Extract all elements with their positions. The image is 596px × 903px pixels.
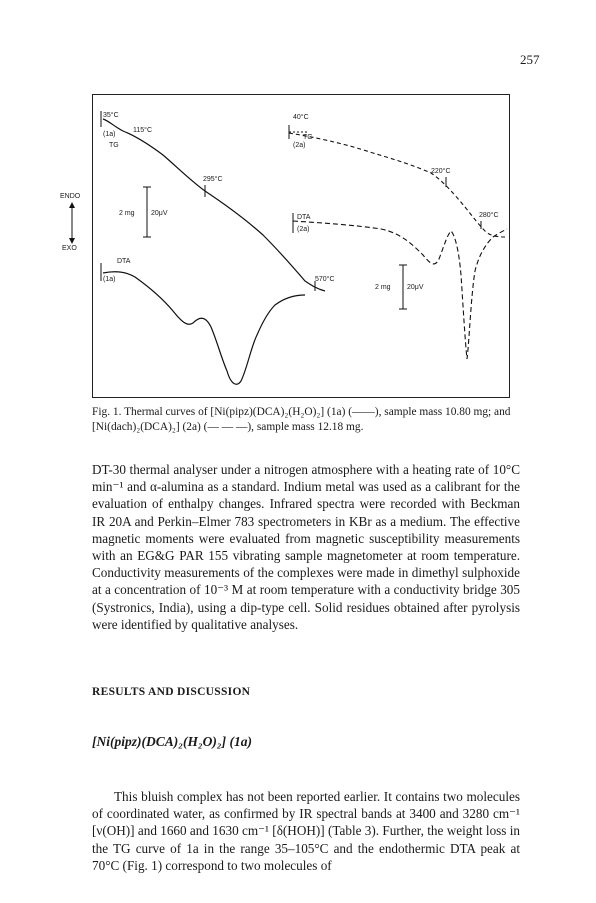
endo-exo-arrows: [64, 198, 84, 258]
figure-caption: [92, 405, 522, 435]
figure-caption-line-2: [Ni(dach)₂(DCA)₂] (2a) (— — —), sample mass 12.18 mg.: [92, 421, 364, 433]
page-number: 257: [520, 52, 540, 67]
label-dta1: DTA: [117, 258, 131, 265]
label-tg1: TG: [109, 142, 119, 149]
label-dta-scale-2: 20μV: [407, 284, 424, 291]
label-570c: 570°C: [315, 276, 335, 283]
exo-label: EXO: [62, 245, 77, 252]
label-40c: 40°C: [293, 114, 309, 121]
label-295c: 295°C: [203, 176, 223, 183]
label-1a-tg: (1a): [103, 131, 116, 138]
label-mass-scale-1: 2 mg: [119, 210, 135, 217]
label-1a-dta: (1a): [103, 276, 116, 283]
section-heading: RESULTS AND DISCUSSION: [92, 686, 251, 698]
body-paragraph-1: DT-30 thermal analyser under a nitrogen atmosphere with a heating rate of 10°C min⁻¹ and α-alumina as a standard. Indium metal was used as a calibrant for the evaluation of enthalpy changes. Infrared spectra were recorded with Beckman IR 20A and Perkin–Elmer 783 spectrometers in KBr as a medium. The effective magnetic moments were evaluated from magnetic susceptibility measurements with an EG&G PAR 155 vibrating sample magnetometer at room temperature. Conductivity measurements of the complexes were made in dimethyl sulphoxide at a concentration of 10⁻³ M at room temperature with a conductivity bridge 305 (Systronics, India), using a dip-type cell. Solid residues obtained after pyrolysis were identified by qualitative analyses.: [92, 462, 520, 632]
dta-curve-1a: [103, 272, 305, 384]
subsection-heading: [Ni(pipz)(DCA)₂(H₂O)₂] (1a): [92, 734, 252, 749]
label-280c: 280°C: [479, 212, 499, 219]
tg-curve-2a: [289, 133, 505, 237]
label-tg2: TG: [303, 134, 313, 141]
figure-frame: [92, 94, 510, 398]
label-dta2: DTA: [297, 214, 311, 221]
label-2a-dta: (2a): [297, 226, 310, 233]
label-220c: 220°C: [431, 168, 451, 175]
label-115c: 115°C: [133, 127, 153, 134]
label-2a-tg: (2a): [293, 142, 306, 149]
dta-curve-2a: [293, 221, 507, 359]
thermal-curves-figure: [93, 95, 509, 397]
label-35c: 35°C: [103, 112, 119, 119]
label-dta-scale-1: 20μV: [151, 210, 168, 217]
tg-curve-1a: [103, 119, 325, 291]
body-paragraph-2: This bluish complex has not been reported earlier. It contains two molecules of coordinated water, as confirmed by IR spectral bands at 3400 and 3280 cm⁻¹ [ν(OH)] and 1660 and 1630 cm⁻¹ [δ(HOH)] (Table 3). Further, the weight loss in the TG curve of 1a in the range 35–105°C and the endothermic DTA peak at 70°C (Fig. 1) correspond to two molecules of: [92, 789, 520, 873]
endo-label: ENDO: [60, 193, 81, 200]
label-mass-scale-2: 2 mg: [375, 284, 391, 291]
figure-caption-line-1: Fig. 1. Thermal curves of [Ni(pipz)(DCA)₂(H₂O)₂] (1a) (——), sample mass 10.80 mg; and: [92, 406, 511, 418]
